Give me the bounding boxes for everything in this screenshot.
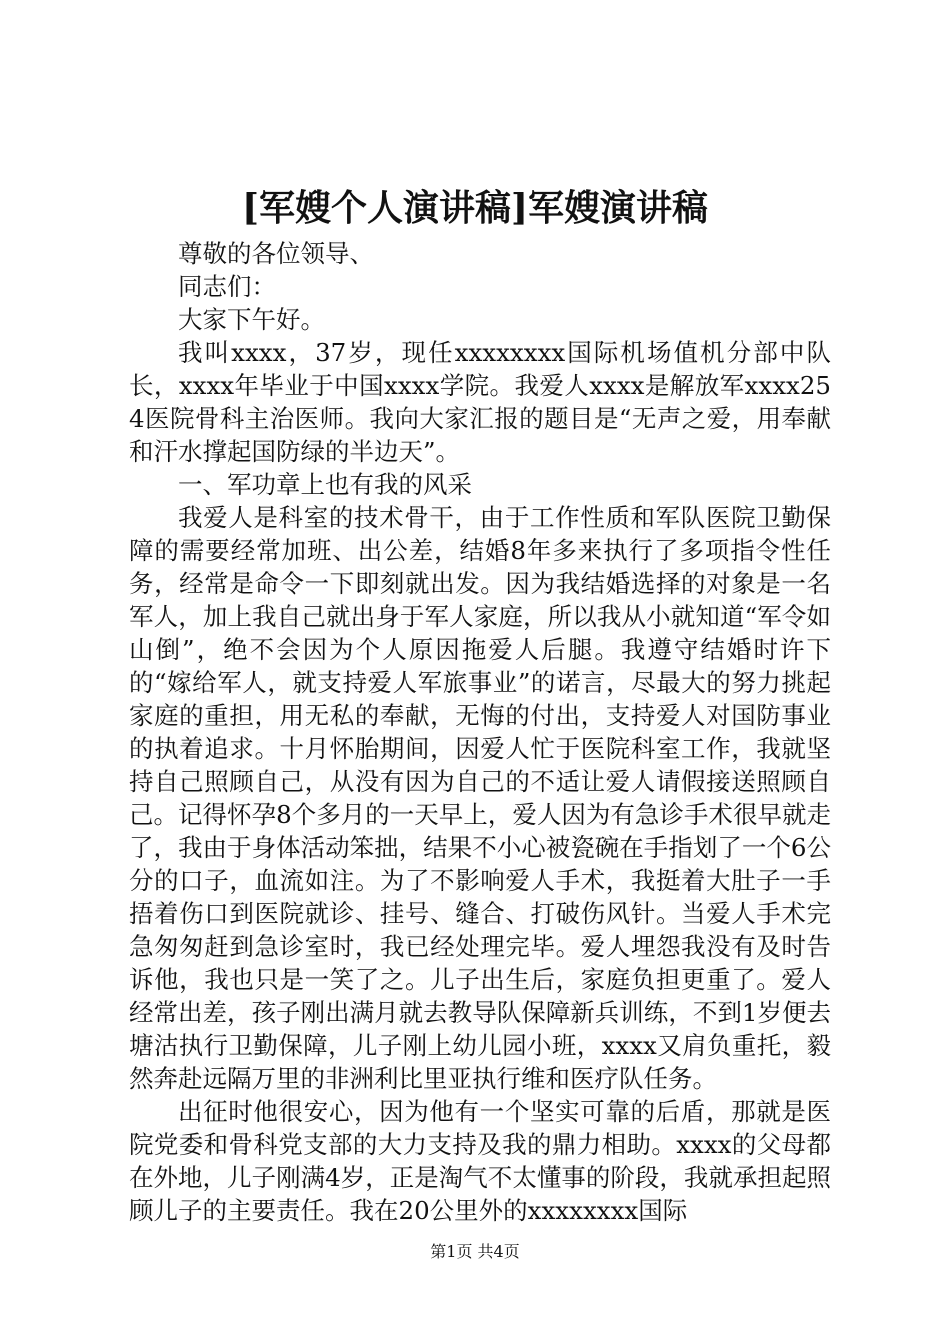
paragraph-body-2: 出征时他很安心，因为他有一个坚实可靠的后盾，那就是医院党委和骨科党支部的大力支持及我的鼎力相助。xxxx的父母都在外地，儿子刚满4岁，正是淘气不太懂事的阶段，我就承担起照顾儿子的主要责任。我在20公里外的xxxxxxxx国际 bbox=[129, 1097, 831, 1225]
paragraph-body-1: 我爱人是科室的技术骨干，由于工作性质和军队医院卫勤保障的需要经常加班、出公差，结婚8年多来执行了多项指令性任务，经常是命令一下即刻就出发。因为我结婚选择的对象是一名军人，加上我自己就出身于军人家庭，所以我从小就知道“军令如山倒”，绝不会因为个人原因拖爱人后腿。我遵守结婚时许下的“嫁给军人，就支持爱人军旅事业”的诺言，尽最大的努力挑起家庭的重担，用无私的奉献，无悔的付出，支持爱人对国防事业的执着追求。十月怀胎期间，因爱人忙于医院科室工作，我就坚持自己照顾自己，从没有因为自己的不适让爱人请假接送照顾自己。记得怀孕8个多月的一天早上，爱人因为有急诊手术很早就走了，我由于身体活动笨拙，结果不小心被瓷碗在手指划了一个6公分的口子，血流如注。为了不影响爱人手术，我挺着大肚子一手捂着伤口到医院就诊、挂号、缝合、打破伤风针。当爱人手术完急匆匆赶到急诊室时，我已经处理完毕。爱人埋怨我没有及时告诉他，我也只是一笑了之。儿子出生后，家庭负担更重了。爱人经常出差，孩子刚出满月就去教导队保障新兵训练，不到1岁便去塘沽执行卫勤保障，儿子刚上幼儿园小班，xxxx又肩负重托，毅然奔赴远隔万里的非洲利比里亚执行维和医疗队任务。 bbox=[129, 503, 831, 1093]
paragraph-greeting: 大家下午好。 bbox=[178, 305, 325, 334]
paragraph-salutation: 尊敬的各位领导、 bbox=[178, 239, 374, 268]
page-footer: 第1页 共4页 bbox=[430, 1242, 520, 1261]
paragraph-introduction: 我叫xxxx，37岁，现任xxxxxxxx国际机场值机分部中队长，xxxx年毕业于中国xxxx学院。我爱人xxxx是解放军xxxx254医院骨科主治医师。我向大家汇报的题目是“无声之爱，用奉献和汗水撑起国防绿的半边天”。 bbox=[129, 338, 831, 466]
document-title: [军嫂个人演讲稿]军嫂演讲稿 bbox=[241, 187, 709, 229]
document-body bbox=[129, 237, 831, 1227]
paragraph-salutation-2: 同志们： bbox=[178, 272, 276, 301]
section-heading-1: 一、军功章上也有我的风采 bbox=[178, 470, 472, 499]
